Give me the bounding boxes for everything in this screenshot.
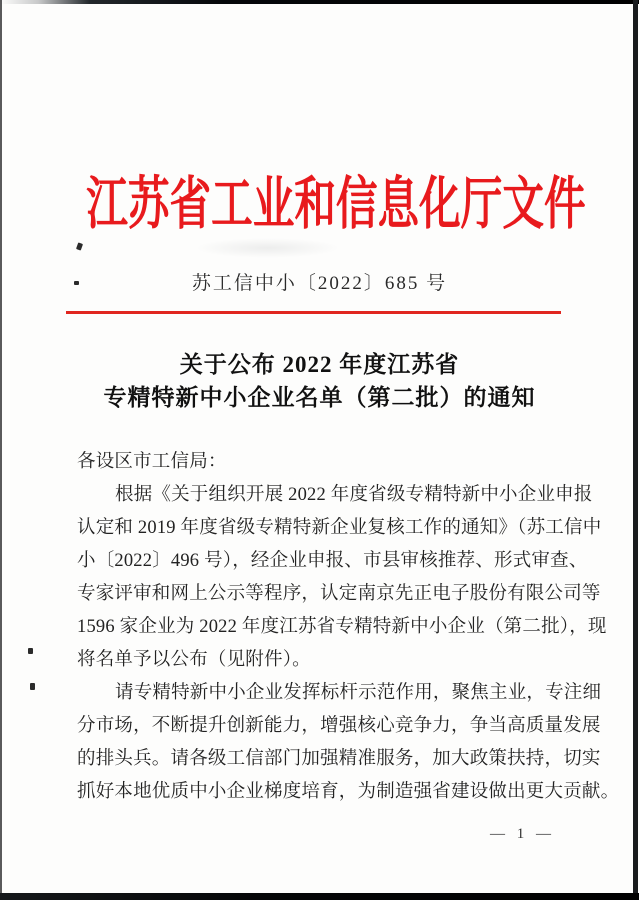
document-title-line-2: 专精特新中小企业名单（第二批）的通知 [103,385,536,410]
ink-speck [28,648,33,654]
body-line: 专家评审和网上公示等程序，认定南京先正电子股份有限公司等 [77,584,601,604]
body-line: 将名单予以公布（见附件）。 [77,650,311,670]
letterhead-title: 江苏省工业和信息化厅文件 [86,173,586,236]
document-body [77,446,620,809]
body-line: 认定和 2019 年度省级专精特新企业复核工作的通知》（苏工信中 [77,518,602,538]
document-title-line-1: 关于公布 2022 年度江苏省 [179,352,460,377]
scan-top-edge [0,0,639,4]
ink-speck [30,683,35,690]
document-number: 苏工信中小〔2022〕685 号 [191,273,448,294]
body-line: 根据《关于组织开展 2022 年度省级专精特新中小企业申报 [115,485,593,505]
salutation-line: 各设区市工信局： [77,452,227,472]
page-number: — 1 — [490,826,555,842]
body-line: 1596 家企业为 2022 年度江苏省专精特新中小企业（第二批），现 [77,617,607,637]
body-line: 分市场，不断提升创新能力，增强核心竞争力，争当高质量发展 [77,716,601,736]
body-line: 抓好本地优质中小企业梯度培育，为制造强省建设做出更大贡献。 [77,782,620,802]
scan-smudge [195,238,340,258]
document-title [0,348,639,414]
body-line: 的排头兵。请各级工信部门加强精准服务，加大政策扶持，切实 [77,749,601,769]
ink-speck [76,242,83,250]
body-line: 请专精特新中小企业发挥标杆示范作用，聚焦主业，专注细 [115,683,602,703]
scan-right-edge [633,0,638,900]
scan-bottom-edge [0,893,639,900]
red-divider-rule [66,311,561,314]
scan-left-edge [0,0,2,900]
body-line: 小〔2022〕496 号），经企业申报、市县审核推荐、形式审查、 [77,551,588,571]
